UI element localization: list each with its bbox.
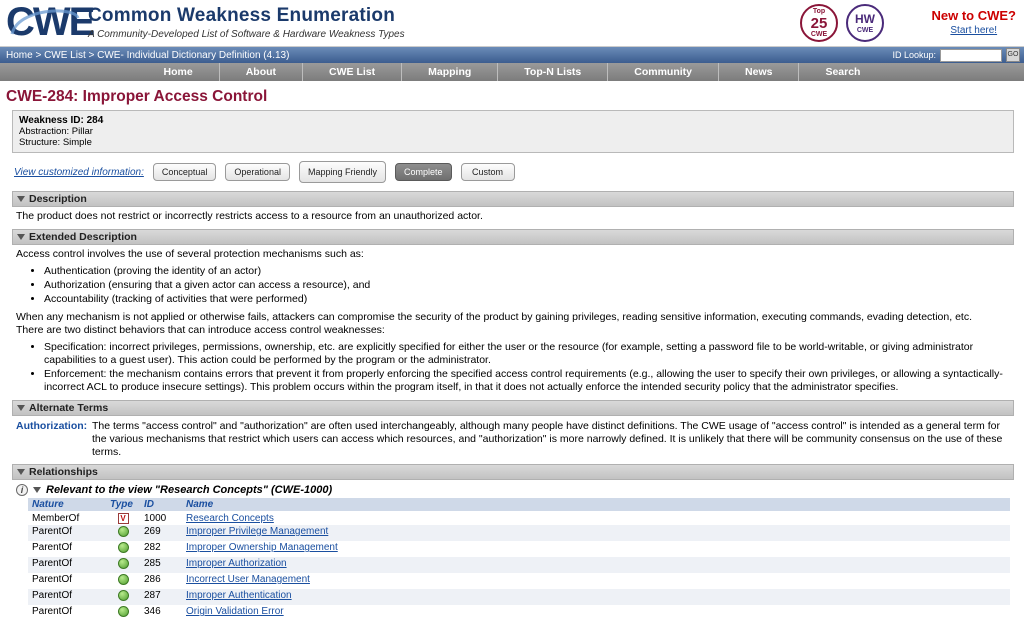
- relationship-link[interactable]: Improper Authentication: [186, 590, 292, 601]
- chevron-down-icon: [17, 196, 25, 202]
- cell-id: 286: [144, 574, 161, 585]
- section-title-relationships: Relationships: [29, 466, 98, 478]
- view-type-icon: V: [118, 513, 129, 524]
- site-title-block: [88, 6, 405, 40]
- new-to-cwe-block[interactable]: [932, 8, 1017, 36]
- cell-name: [182, 605, 1010, 621]
- cell-name: [182, 557, 1010, 573]
- section-title-extended-description: Extended Description: [29, 231, 137, 243]
- id-lookup-label: ID Lookup:: [892, 50, 936, 60]
- section-header-description[interactable]: [12, 191, 1014, 207]
- cell-name: [182, 541, 1010, 557]
- breadcrumb-bar: [0, 47, 1024, 63]
- alternate-terms-body: [16, 420, 1012, 459]
- cell-nature: ParentOf: [28, 525, 106, 541]
- weakness-abstraction: Abstraction: Pillar: [19, 126, 93, 137]
- class-type-icon: [118, 606, 129, 617]
- hw-badge-top-label: HW: [855, 11, 875, 26]
- main-nav: [0, 63, 1024, 81]
- cell-type: [106, 541, 140, 557]
- nav-item-cwe-list[interactable]: CWE List: [303, 63, 402, 81]
- cell-nature: MemberOf: [32, 513, 80, 524]
- cell-nature: ParentOf: [28, 557, 106, 573]
- column-header-type: Type: [106, 498, 140, 512]
- section-title-description: Description: [29, 193, 87, 205]
- section-header-extended-description[interactable]: [12, 229, 1014, 245]
- top25-top-label: Top: [812, 7, 826, 15]
- cell-nature: ParentOf: [32, 606, 73, 617]
- weakness-id: Weakness ID: 284: [19, 115, 104, 126]
- id-lookup-group: [892, 48, 1020, 62]
- nav-item-search[interactable]: Search: [825, 66, 861, 78]
- relationships-view-title: Relevant to the view "Research Concepts" (CWE-1000): [46, 484, 333, 496]
- table-row: [28, 573, 1010, 589]
- behaviors-list: [44, 341, 1012, 394]
- section-header-relationships[interactable]: [12, 464, 1014, 480]
- nav-item-top-n-lists[interactable]: Top-N Lists: [498, 63, 608, 81]
- nav-item-about[interactable]: About: [220, 63, 303, 81]
- cell-name: [182, 525, 1010, 541]
- nav-item-mapping[interactable]: Mapping: [402, 63, 498, 81]
- cell-nature: ParentOf: [32, 574, 73, 585]
- cell-type: [106, 512, 140, 526]
- list-item: • Authentication (proving the identity of an actor): [44, 265, 1012, 278]
- cell-id: 346: [144, 606, 161, 617]
- table-row: [28, 541, 1010, 557]
- list-item: • Enforcement: the mechanism contains errors that prevent it from properly enforcing the specified access control requirements (e.g., allowing the user to specify their own privileges, or allowing a syntactically-incorrect ACL to produce insecure settings). This problem occurs within the program itself, in that it does not actually enforce the intended security policy that the administrator specifies.: [44, 368, 1012, 394]
- list-item: • Specification: incorrect privileges, permissions, ownership, etc. are explicitly specified for either the user or the resource (for example, setting a password file to be world-writable, or giving administrator capabilities to a guest user). This action could be performed by the program or the administrator.: [44, 341, 1012, 367]
- top25-badge[interactable]: [800, 4, 838, 42]
- cell-type: [106, 605, 140, 621]
- site-subtitle: A Community-Developed List of Software & Hardware Weakness Types: [88, 29, 405, 40]
- relationship-link[interactable]: Improper Ownership Management: [186, 542, 338, 553]
- cell-nature: ParentOf: [32, 542, 73, 553]
- extended-description-intro: Access control involves the use of several protection mechanisms such as:: [16, 248, 364, 260]
- extended-description-body: [16, 248, 1012, 394]
- nav-item-home[interactable]: Home: [138, 63, 220, 81]
- section-title-alternate-terms: Alternate Terms: [29, 402, 109, 414]
- cell-name: [182, 589, 1010, 605]
- description-text: The product does not restrict or incorrectly restricts access to a resource from an unauthorized actor.: [16, 210, 483, 222]
- hw-badge-bottom-label: CWE: [856, 26, 874, 34]
- cell-name: [182, 573, 1010, 589]
- site-masthead: [0, 0, 1024, 47]
- relationship-link[interactable]: Origin Validation Error: [186, 606, 284, 617]
- top25-number: 25: [810, 14, 828, 32]
- chevron-down-icon: [17, 405, 25, 411]
- weakness-info-box: [12, 110, 1014, 153]
- cell-type: [106, 525, 140, 541]
- table-row: [28, 557, 1010, 573]
- cell-type: [106, 557, 140, 573]
- nav-item-community[interactable]: Community: [608, 63, 719, 81]
- relationship-link[interactable]: Improper Authorization: [186, 558, 287, 569]
- view-button-custom[interactable]: Custom: [461, 163, 515, 181]
- column-header-nature: Nature: [28, 498, 106, 512]
- cell-id: 287: [140, 589, 182, 605]
- class-type-icon: [118, 574, 129, 585]
- class-type-icon: [118, 526, 129, 537]
- relationship-link[interactable]: Improper Privilege Management: [186, 526, 329, 537]
- class-type-icon: [118, 558, 129, 569]
- table-row: [28, 512, 1010, 526]
- relationships-table: [28, 498, 1010, 621]
- table-row: [28, 605, 1010, 621]
- view-button-complete[interactable]: Complete: [395, 163, 452, 181]
- extended-description-para1: When any mechanism is not applied or otherwise fails, attackers can compromise the security of the product by gaining privileges, reading sensitive information, executing commands, evading detection, etc.: [16, 311, 972, 323]
- breadcrumb[interactable]: Home > CWE List > CWE- Individual Dictionary Definition (4.13): [6, 49, 290, 61]
- protection-mechanisms-list: [44, 265, 1012, 306]
- table-row: [28, 589, 1010, 605]
- chevron-down-icon: [17, 469, 25, 475]
- relationship-link[interactable]: Research Concepts: [186, 513, 274, 524]
- view-button-mapping-friendly[interactable]: Mapping Friendly: [299, 161, 386, 183]
- section-header-alternate-terms[interactable]: [12, 400, 1014, 416]
- weakness-structure: Structure: Simple: [19, 137, 92, 148]
- extended-description-para2: There are two distinct behaviors that can introduce access control weaknesses:: [16, 324, 385, 336]
- start-here-link[interactable]: Start here!: [950, 25, 998, 36]
- list-item: • Accountability (tracking of activities that were performed): [44, 293, 1012, 306]
- cell-type: [106, 589, 140, 605]
- table-header-row: [28, 498, 1010, 512]
- alternate-term-label: Authorization:: [16, 420, 88, 432]
- cell-id: 1000: [144, 513, 167, 524]
- class-type-icon: [118, 542, 129, 553]
- view-button-operational[interactable]: Operational: [225, 163, 290, 181]
- class-type-icon: [118, 590, 129, 601]
- nav-item-news[interactable]: News: [719, 63, 799, 81]
- alternate-term-definition: The terms "access control" and "authorization" are often used interchangeably, although many people have distinct definitions. The CWE usage of "access control" is intended as a general term for the various mechanisms that restrict which users can access which resources, and "authorization" is more narrowly defined. It is unlikely that there will be community consensus on the use of these terms.: [92, 420, 1003, 458]
- column-header-id: ID: [140, 498, 182, 512]
- info-icon[interactable]: i: [16, 484, 28, 496]
- view-customization-bar: [14, 161, 1024, 183]
- list-item: • Authorization (ensuring that a given actor can access a resource), and: [44, 279, 1012, 292]
- site-title: Common Weakness Enumeration: [88, 5, 396, 26]
- hw-cwe-badge[interactable]: [846, 4, 884, 42]
- table-row: [28, 525, 1010, 541]
- column-header-name: Name: [182, 498, 1010, 512]
- view-button-conceptual[interactable]: Conceptual: [153, 163, 217, 181]
- top25-bottom-label: CWE: [810, 30, 828, 38]
- badge-group: [800, 4, 884, 42]
- cell-id: 285: [140, 557, 182, 573]
- relationship-link[interactable]: Incorrect User Management: [186, 574, 310, 585]
- id-lookup-input[interactable]: [940, 49, 1002, 62]
- cell-type: [106, 573, 140, 589]
- chevron-down-icon: [17, 234, 25, 240]
- new-to-cwe-label: New to CWE?: [931, 8, 1016, 23]
- cell-id: 269: [140, 525, 182, 541]
- view-customized-label[interactable]: View customized information:: [14, 166, 144, 178]
- cell-name: [182, 512, 1010, 526]
- page-title: CWE-284: Improper Access Control: [6, 88, 268, 105]
- id-lookup-go-button[interactable]: GO: [1006, 48, 1020, 62]
- cell-nature: ParentOf: [28, 589, 106, 605]
- relationships-view-header[interactable]: [16, 484, 1024, 496]
- cwe-logo[interactable]: CWE: [6, 0, 94, 44]
- cell-id: 282: [144, 542, 161, 553]
- chevron-down-icon: [33, 487, 41, 493]
